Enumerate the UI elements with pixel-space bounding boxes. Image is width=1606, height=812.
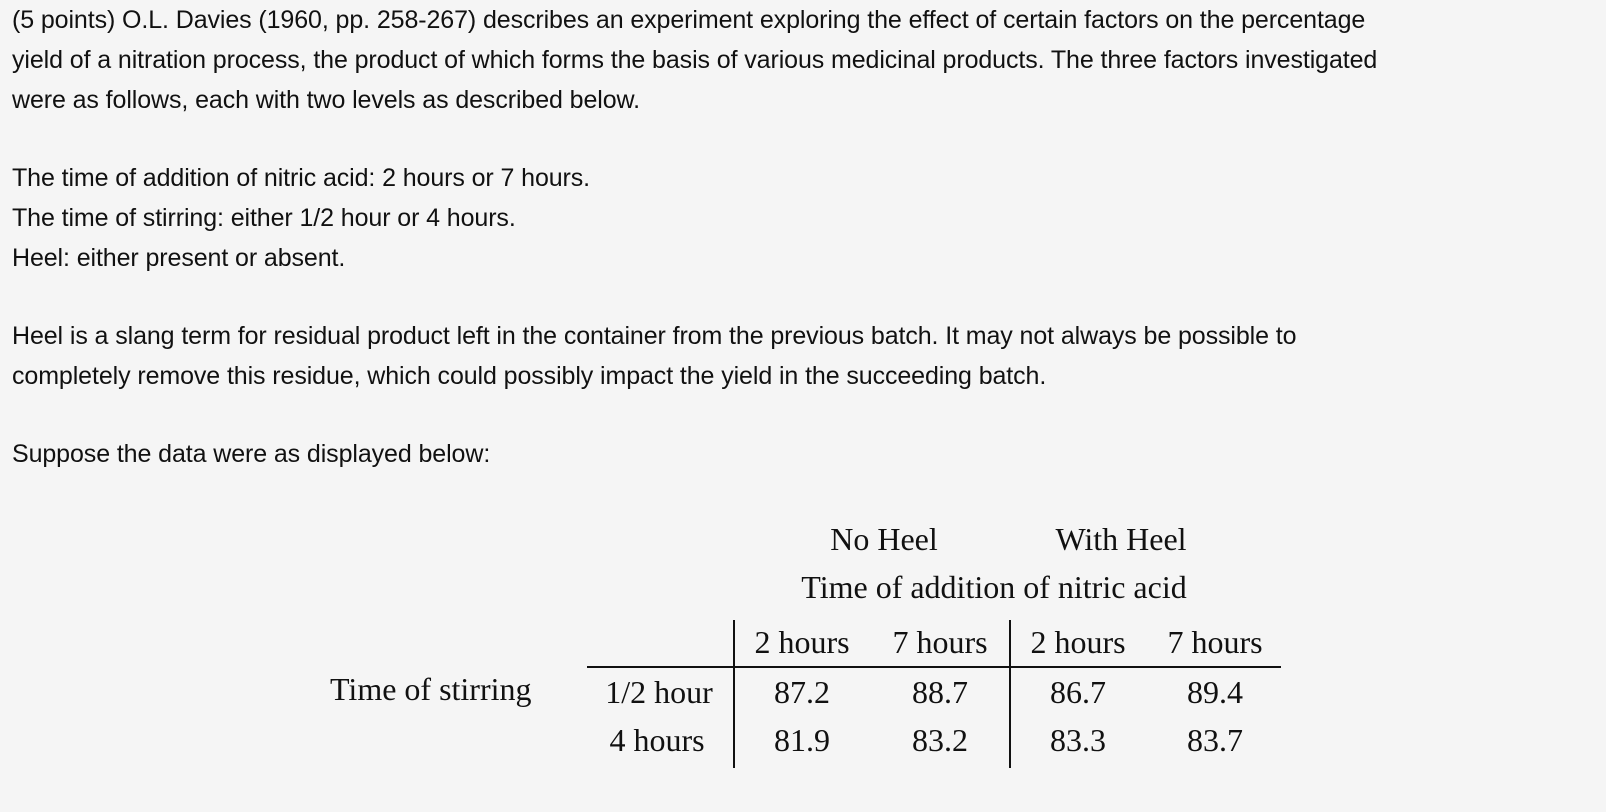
- group-header-with-heel: With Heel: [1055, 521, 1187, 557]
- table-vertical-rule: [733, 620, 735, 768]
- row-label: 1/2 hour: [605, 674, 713, 710]
- column-factor-label: Time of addition of nitric acid: [801, 569, 1187, 605]
- table-cell: 88.7: [912, 674, 968, 710]
- column-header: 2 hours: [1030, 624, 1126, 660]
- table-vertical-rule: [1009, 620, 1011, 768]
- column-header: 7 hours: [1167, 624, 1263, 660]
- table-cell: 83.2: [912, 722, 968, 758]
- intro-line: yield of a nitration process, the product of which forms the basis of various medicinal products. The three factors investigated: [12, 46, 1378, 74]
- factor-item: The time of addition of nitric acid: 2 hours or 7 hours.: [12, 164, 591, 192]
- heel-line: completely remove this residue, which could possibly impact the yield in the succeeding batch.: [12, 362, 1047, 390]
- table-cell: 86.7: [1050, 674, 1106, 710]
- column-header: 2 hours: [754, 624, 850, 660]
- table-cell: 83.7: [1187, 722, 1243, 758]
- factors-list: [12, 158, 1597, 278]
- table-header-rule: [587, 666, 1281, 668]
- heel-line: Heel is a slang term for residual product left in the container from the previous batch. It may not always be possible to: [12, 322, 1297, 350]
- heel-paragraph: [12, 316, 1597, 396]
- group-header-no-heel: No Heel: [830, 521, 938, 557]
- intro-line: (5 points) O.L. Davies (1960, pp. 258-267) describes an experiment exploring the effect of certain factors on the percentage: [12, 6, 1366, 34]
- factor-item: Heel: either present or absent.: [12, 244, 346, 272]
- intro-paragraph: [12, 0, 1597, 120]
- row-factor-label: Time of stirring: [330, 671, 532, 707]
- intro-line: were as follows, each with two levels as described below.: [12, 86, 640, 114]
- column-header: 7 hours: [892, 624, 988, 660]
- table-cell: 81.9: [774, 722, 830, 758]
- table-cell: 83.3: [1050, 722, 1106, 758]
- suppose-text: Suppose the data were as displayed below:: [12, 440, 491, 468]
- row-label: 4 hours: [609, 722, 705, 758]
- table-cell: 87.2: [774, 674, 830, 710]
- table-cell: 89.4: [1187, 674, 1243, 710]
- factor-item: The time of stirring: either 1/2 hour or 4 hours.: [12, 204, 516, 232]
- question-text: [12, 0, 1597, 474]
